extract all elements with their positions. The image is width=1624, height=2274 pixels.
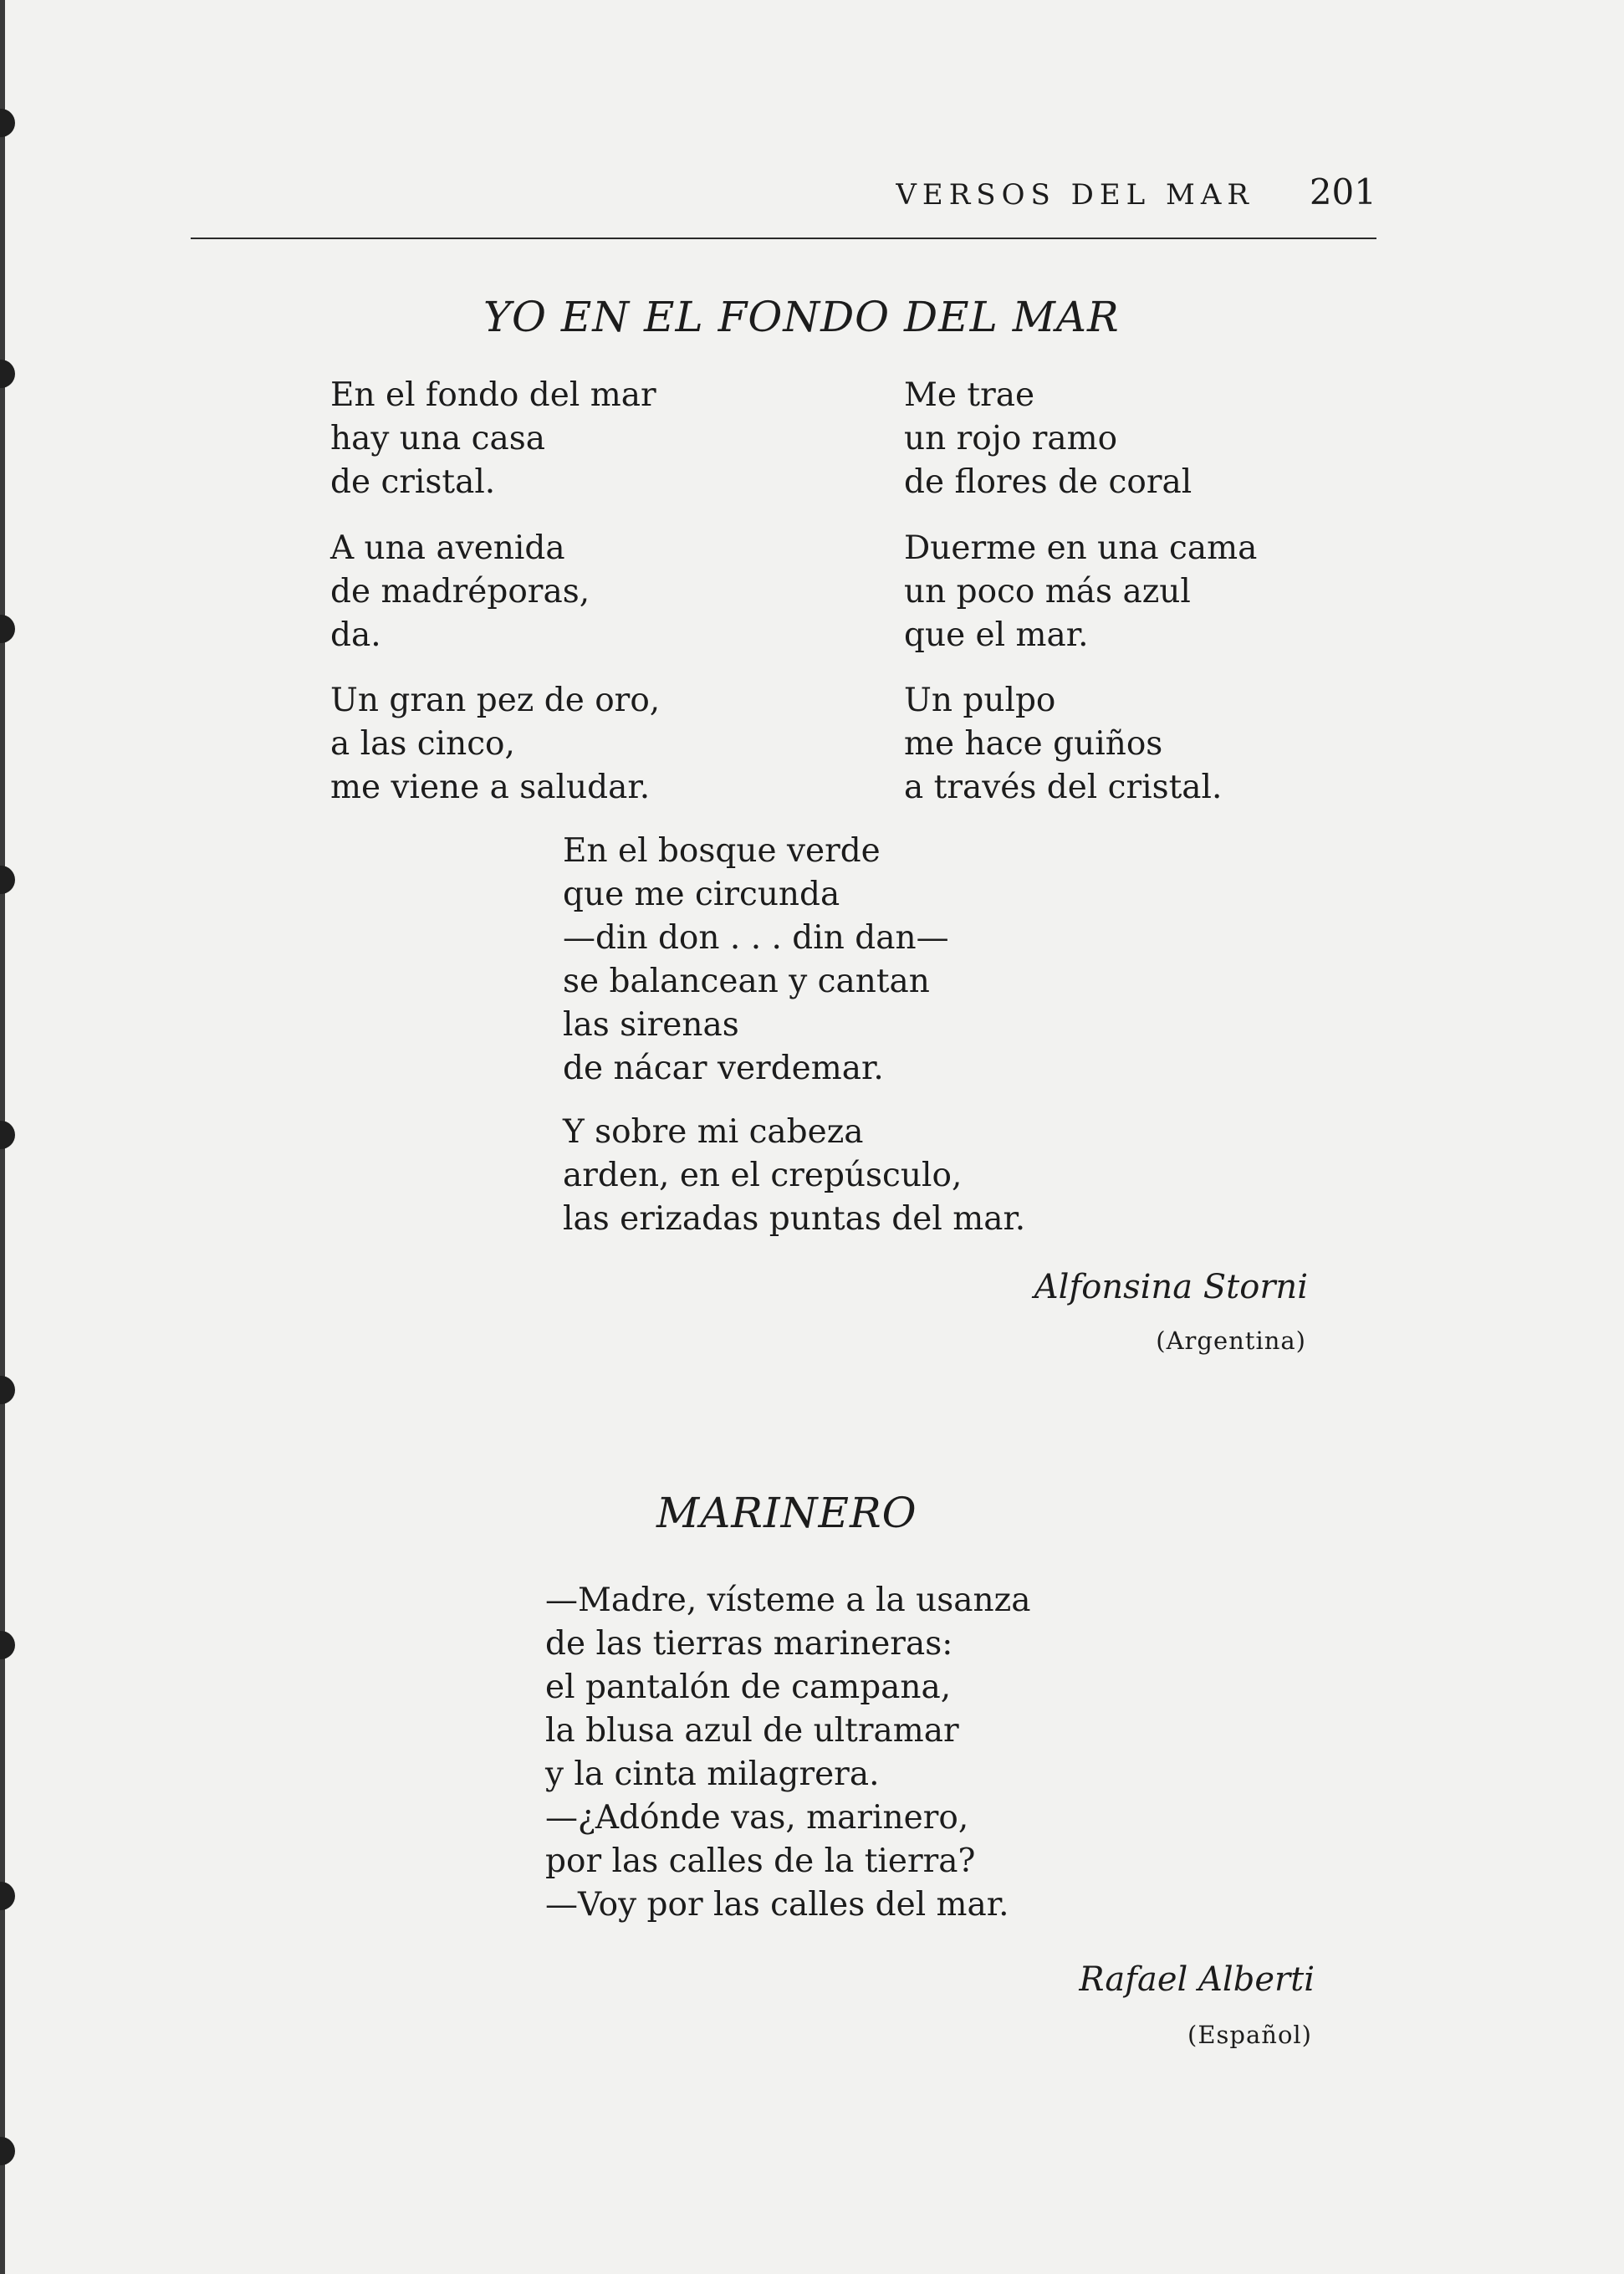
verse-line: se balancean y cantan (563, 963, 930, 1000)
verse-line: da. (330, 616, 381, 654)
verse-line: que el mar. (904, 616, 1089, 654)
verse-line: hay una casa (330, 420, 546, 457)
verse-line: En el bosque verde (563, 832, 881, 870)
stanza-center-2 (563, 1111, 1025, 1241)
punch-hole (0, 109, 15, 137)
verse-line: —Voy por las calles del mar. (545, 1886, 1009, 1924)
verse-line: —Madre, vísteme a la usanza (545, 1582, 1031, 1619)
poem-title: YO EN EL FONDO DEL MAR (483, 293, 1120, 341)
punch-hole (0, 2137, 15, 2165)
punch-hole (0, 360, 15, 388)
stanza-left-3 (330, 679, 660, 810)
poem-title: MARINERO (656, 1489, 917, 1537)
verse-line: En el fondo del mar (330, 376, 656, 414)
author-country: (Argentina) (1156, 1326, 1306, 1355)
punch-hole (0, 615, 15, 643)
verse-line: —¿Adónde vas, marinero, (545, 1799, 969, 1837)
verse-line: un poco más azul (904, 573, 1191, 611)
verse-line: un rojo ramo (904, 420, 1118, 457)
author-country: (Español) (1187, 2021, 1312, 2049)
punch-hole (0, 1631, 15, 1659)
stanza-left-2 (330, 527, 590, 657)
verse-line: de nácar verdemar. (563, 1050, 884, 1087)
punch-hole (0, 1376, 15, 1404)
verse-line: arden, en el crepúsculo, (563, 1157, 963, 1194)
stanza-right-3 (904, 679, 1222, 810)
verse-line: y la cinta milagrera. (545, 1755, 880, 1793)
verse-line: Un gran pez de oro, (330, 682, 661, 719)
poem-author: Rafael Alberti (1079, 1960, 1315, 1999)
page-number: 201 (1309, 171, 1376, 212)
punch-hole (0, 866, 15, 894)
verse-line: a través del cristal. (904, 769, 1223, 806)
poem-author: Alfonsina Storni (1034, 1268, 1308, 1306)
verse-line: que me circunda (563, 876, 840, 913)
verse-line: el pantalón de campana, (545, 1668, 952, 1706)
verse-line: A una avenida (330, 529, 565, 567)
verse-line: Duerme en una cama (904, 529, 1258, 567)
verse-line: las sirenas (563, 1006, 739, 1044)
verse-line: me hace guiños (904, 725, 1163, 763)
running-head: VERSOS DEL MAR (896, 178, 1254, 212)
punch-hole (0, 1121, 15, 1149)
verse-line: a las cinco, (330, 725, 515, 763)
header-rule (191, 238, 1376, 239)
stanza-marinero (545, 1579, 1030, 1927)
stanza-right-2 (904, 527, 1257, 657)
verse-line: Un pulpo (904, 682, 1056, 719)
verse-line: las erizadas puntas del mar. (563, 1200, 1026, 1238)
verse-line: de cristal. (330, 463, 496, 501)
stanza-right-1 (904, 374, 1192, 504)
verse-line: Me trae (904, 376, 1035, 414)
stanza-left-1 (330, 374, 656, 504)
verse-line: de madréporas, (330, 573, 590, 611)
verse-line: Y sobre mi cabeza (563, 1113, 864, 1151)
verse-line: la blusa azul de ultramar (545, 1712, 959, 1750)
page-header (836, 171, 1380, 222)
verse-line: —din don . . . din dan— (563, 919, 949, 957)
verse-line: me viene a saludar. (330, 769, 651, 806)
stanza-center-1 (563, 830, 949, 1091)
punch-hole (0, 1882, 15, 1910)
verse-line: de flores de coral (904, 463, 1192, 501)
verse-line: por las calles de la tierra? (545, 1842, 976, 1880)
verse-line: de las tierras marineras: (545, 1625, 953, 1663)
